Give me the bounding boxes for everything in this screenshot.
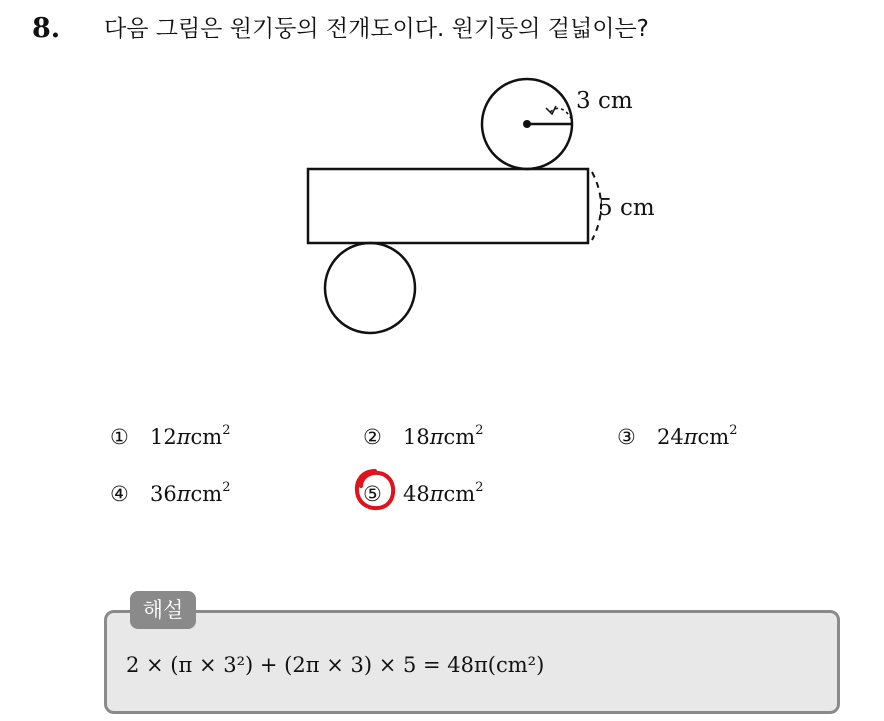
choice-4-coefficient: 36 [150, 482, 177, 506]
radius-label: 3 cm [576, 88, 633, 114]
choice-2[interactable]: ② 18πcm$^2$ [363, 418, 484, 452]
choice-4-number: ④ [110, 482, 129, 506]
radius-indicator-arrow [546, 106, 556, 114]
solution-formula: 2 × (π × 3²) + (2π × 3) × 5 = 48π(cm²) [126, 653, 545, 677]
choice-1-exponent: 2 [222, 423, 231, 438]
choice-5-exponent: 2 [475, 480, 484, 495]
answer-circle-mark [352, 467, 398, 513]
choice-5-unit: cm [443, 482, 476, 506]
choice-5-coefficient: 48 [403, 482, 430, 506]
bottom-circle [325, 243, 415, 333]
question-text: 다음 그림은 원기둥의 전개도이다. 원기둥의 겉넓이는? [104, 16, 649, 42]
choice-3[interactable]: ③ 24πcm$^2$ [617, 418, 738, 452]
choice-4[interactable]: ④ 36πcm$^2$ [110, 475, 231, 509]
solution-label: 해설 [130, 591, 196, 629]
lateral-rectangle [308, 169, 588, 243]
choice-4-exponent: 2 [222, 480, 231, 495]
choice-1-unit: cm [190, 425, 223, 449]
choice-1-number: ① [110, 425, 129, 449]
choice-2-exponent: 2 [475, 423, 484, 438]
choice-2-unit: cm [443, 425, 476, 449]
choice-3-coefficient: 24 [657, 425, 684, 449]
height-label: 5 cm [598, 195, 655, 221]
choice-2-number: ② [363, 425, 382, 449]
choice-5[interactable]: ⑤ 48πcm$^2$ [363, 475, 484, 509]
center-dot [523, 120, 531, 128]
choice-3-exponent: 2 [729, 423, 738, 438]
choice-1-coefficient: 12 [150, 425, 177, 449]
cylinder-net-figure [300, 72, 680, 342]
choice-3-number: ③ [617, 425, 636, 449]
choice-5-number: ⑤ [363, 482, 382, 506]
choice-3-unit: cm [697, 425, 730, 449]
question-number: 8. [32, 13, 61, 44]
choice-2-coefficient: 18 [403, 425, 430, 449]
choice-4-unit: cm [190, 482, 223, 506]
choice-1[interactable]: ① 12πcm$^2$ [110, 418, 231, 452]
